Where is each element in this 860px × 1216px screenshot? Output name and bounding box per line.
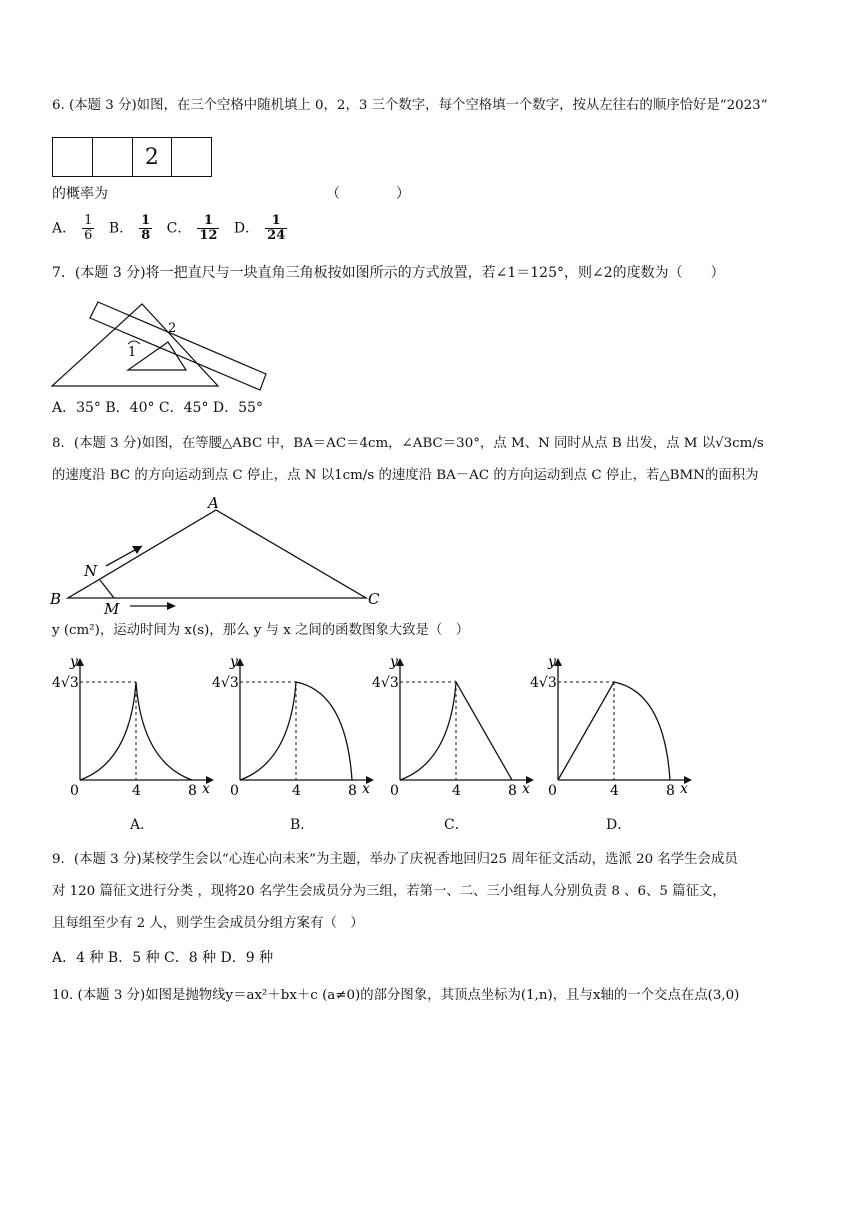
- ruler: [90, 302, 266, 390]
- svg-text:x: x: [680, 781, 688, 797]
- point-m-label: M: [104, 600, 120, 618]
- svg-text:4√3: 4√3: [372, 675, 399, 691]
- point-a-label: A: [208, 494, 219, 512]
- svg-text:4√3: 4√3: [212, 675, 239, 691]
- option-label: C．: [166, 220, 192, 237]
- angle-1-label: 1: [128, 345, 137, 360]
- svg-text:4: 4: [452, 783, 461, 799]
- q7-ruler-triangle-figure: [50, 300, 270, 392]
- option-d-fraction: $\frac{1}{24}$: [267, 213, 286, 243]
- q8-graph-c: [370, 652, 540, 802]
- point-b-label: B: [50, 590, 62, 608]
- svg-text:x: x: [522, 781, 530, 797]
- q6-stem: 6. (本题 3 分)如图，在三个空格中随机填上 0，2，3 三个数字，每个空格填一个数字，按从左往右的顺序恰好是“2023”: [52, 98, 768, 113]
- q6-stem-continued: 的概率为: [52, 186, 108, 202]
- angle-2-label: 2: [168, 321, 177, 336]
- svg-text:y: y: [70, 654, 78, 670]
- point-n-label: N: [84, 562, 98, 580]
- q8-stem-line2: 的速度沿 BC 的方向运动到点 C 停止，点 N 以1cm/s 的速度沿 BA－AC 的方向运动到点 C 停止，若△BMN的面积为: [52, 468, 759, 483]
- q8-choice-a: A．: [130, 817, 155, 833]
- svg-text:4√3: 4√3: [530, 675, 557, 691]
- svg-text:y: y: [548, 654, 556, 670]
- triangle-abc: [68, 510, 366, 598]
- q8-choice-d: D．: [606, 817, 632, 833]
- svg-text:x: x: [202, 781, 210, 797]
- q6-options: [52, 214, 297, 243]
- q9-stem-line1: 9．(本题 3 分)某校学生会以“心连心向未来”为主题，举办了庆祝香地回归25 周年征文活动，选派 20 名学生会成员: [52, 852, 738, 867]
- svg-text:4√3: 4√3: [52, 675, 79, 691]
- svg-text:y: y: [230, 654, 238, 670]
- svg-text:0: 0: [390, 783, 399, 799]
- option-c-fraction: $\frac{1}{12}$: [199, 213, 218, 243]
- arrow-m-head: [167, 602, 176, 610]
- option-label: B．: [108, 220, 134, 237]
- q8-graph-a: [50, 652, 220, 802]
- svg-text:y: y: [390, 654, 398, 670]
- svg-text:0: 0: [70, 783, 79, 799]
- q8-graph-d: [528, 652, 698, 802]
- svg-text:8: 8: [666, 783, 675, 799]
- q7-stem: 7．(本题 3 分)将一把直尺与一块直角三角板按如图所示的方式放置，若∠1＝125°，则∠2的度数为（ ）: [52, 265, 725, 281]
- q7-options: A．35° B．40° C．45° D．55°: [52, 400, 263, 416]
- option-a-fraction: $\frac{1}{6}$: [84, 213, 93, 243]
- svg-text:8: 8: [508, 783, 517, 799]
- q10-stem: 10. (本题 3 分)如图是抛物线y＝ax²＋bx＋c (a≠0)的部分图象，其顶点坐标为(1,n)，且与x轴的一个交点在点(3,0): [52, 988, 740, 1003]
- q6-answer-bracket: （ ）: [326, 186, 410, 202]
- angle-1-arc: [128, 341, 140, 344]
- point-c-label: C: [368, 590, 380, 608]
- svg-text:x: x: [362, 781, 370, 797]
- q8-stem-line3: y (cm²)，运动时间为 x(s)，那么 y 与 x 之间的函数图象大致是（ ）: [52, 623, 470, 638]
- svg-text:8: 8: [188, 783, 197, 799]
- svg-text:4: 4: [610, 783, 619, 799]
- q8-stem-line1: 8．(本题 3 分)如图，在等腰△ABC 中，BA＝AC＝4cm，∠ABC＝30°，点 M、N 同时从点 B 出发，点 M 以√3cm/s: [52, 436, 764, 451]
- svg-text:8: 8: [348, 783, 357, 799]
- segment-mn: [100, 580, 114, 598]
- svg-text:4: 4: [292, 783, 301, 799]
- option-b-fraction: $\frac{1}{8}$: [141, 213, 151, 243]
- grid-cell: [93, 138, 133, 176]
- svg-text:0: 0: [230, 783, 239, 799]
- option-label: A．: [52, 220, 77, 237]
- q9-options: A．4 种 B．5 种 C．8 种 D．9 种: [52, 950, 274, 966]
- q6-digit-grid: [52, 137, 212, 177]
- q9-stem-line3: 且每组至少有 2 人，则学生会成员分组方案有（ ）: [52, 916, 364, 931]
- q8-choice-c: C．: [444, 817, 469, 833]
- svg-text:4: 4: [132, 783, 141, 799]
- grid-cell: [53, 138, 93, 176]
- option-label: D．: [233, 220, 260, 237]
- grid-cell: [172, 138, 211, 176]
- q8-graph-b: [210, 652, 380, 802]
- q8-isosceles-triangle-figure: [48, 494, 388, 620]
- q8-choice-b: B．: [290, 817, 315, 833]
- svg-text:0: 0: [548, 783, 557, 799]
- q9-stem-line2: 对 120 篇征文进行分类 ，现将20 名学生会成员分为三组，若第一、二、三小组每人分别负责 8 、6、5 篇征文，: [52, 884, 726, 899]
- grid-cell: 2: [133, 138, 173, 176]
